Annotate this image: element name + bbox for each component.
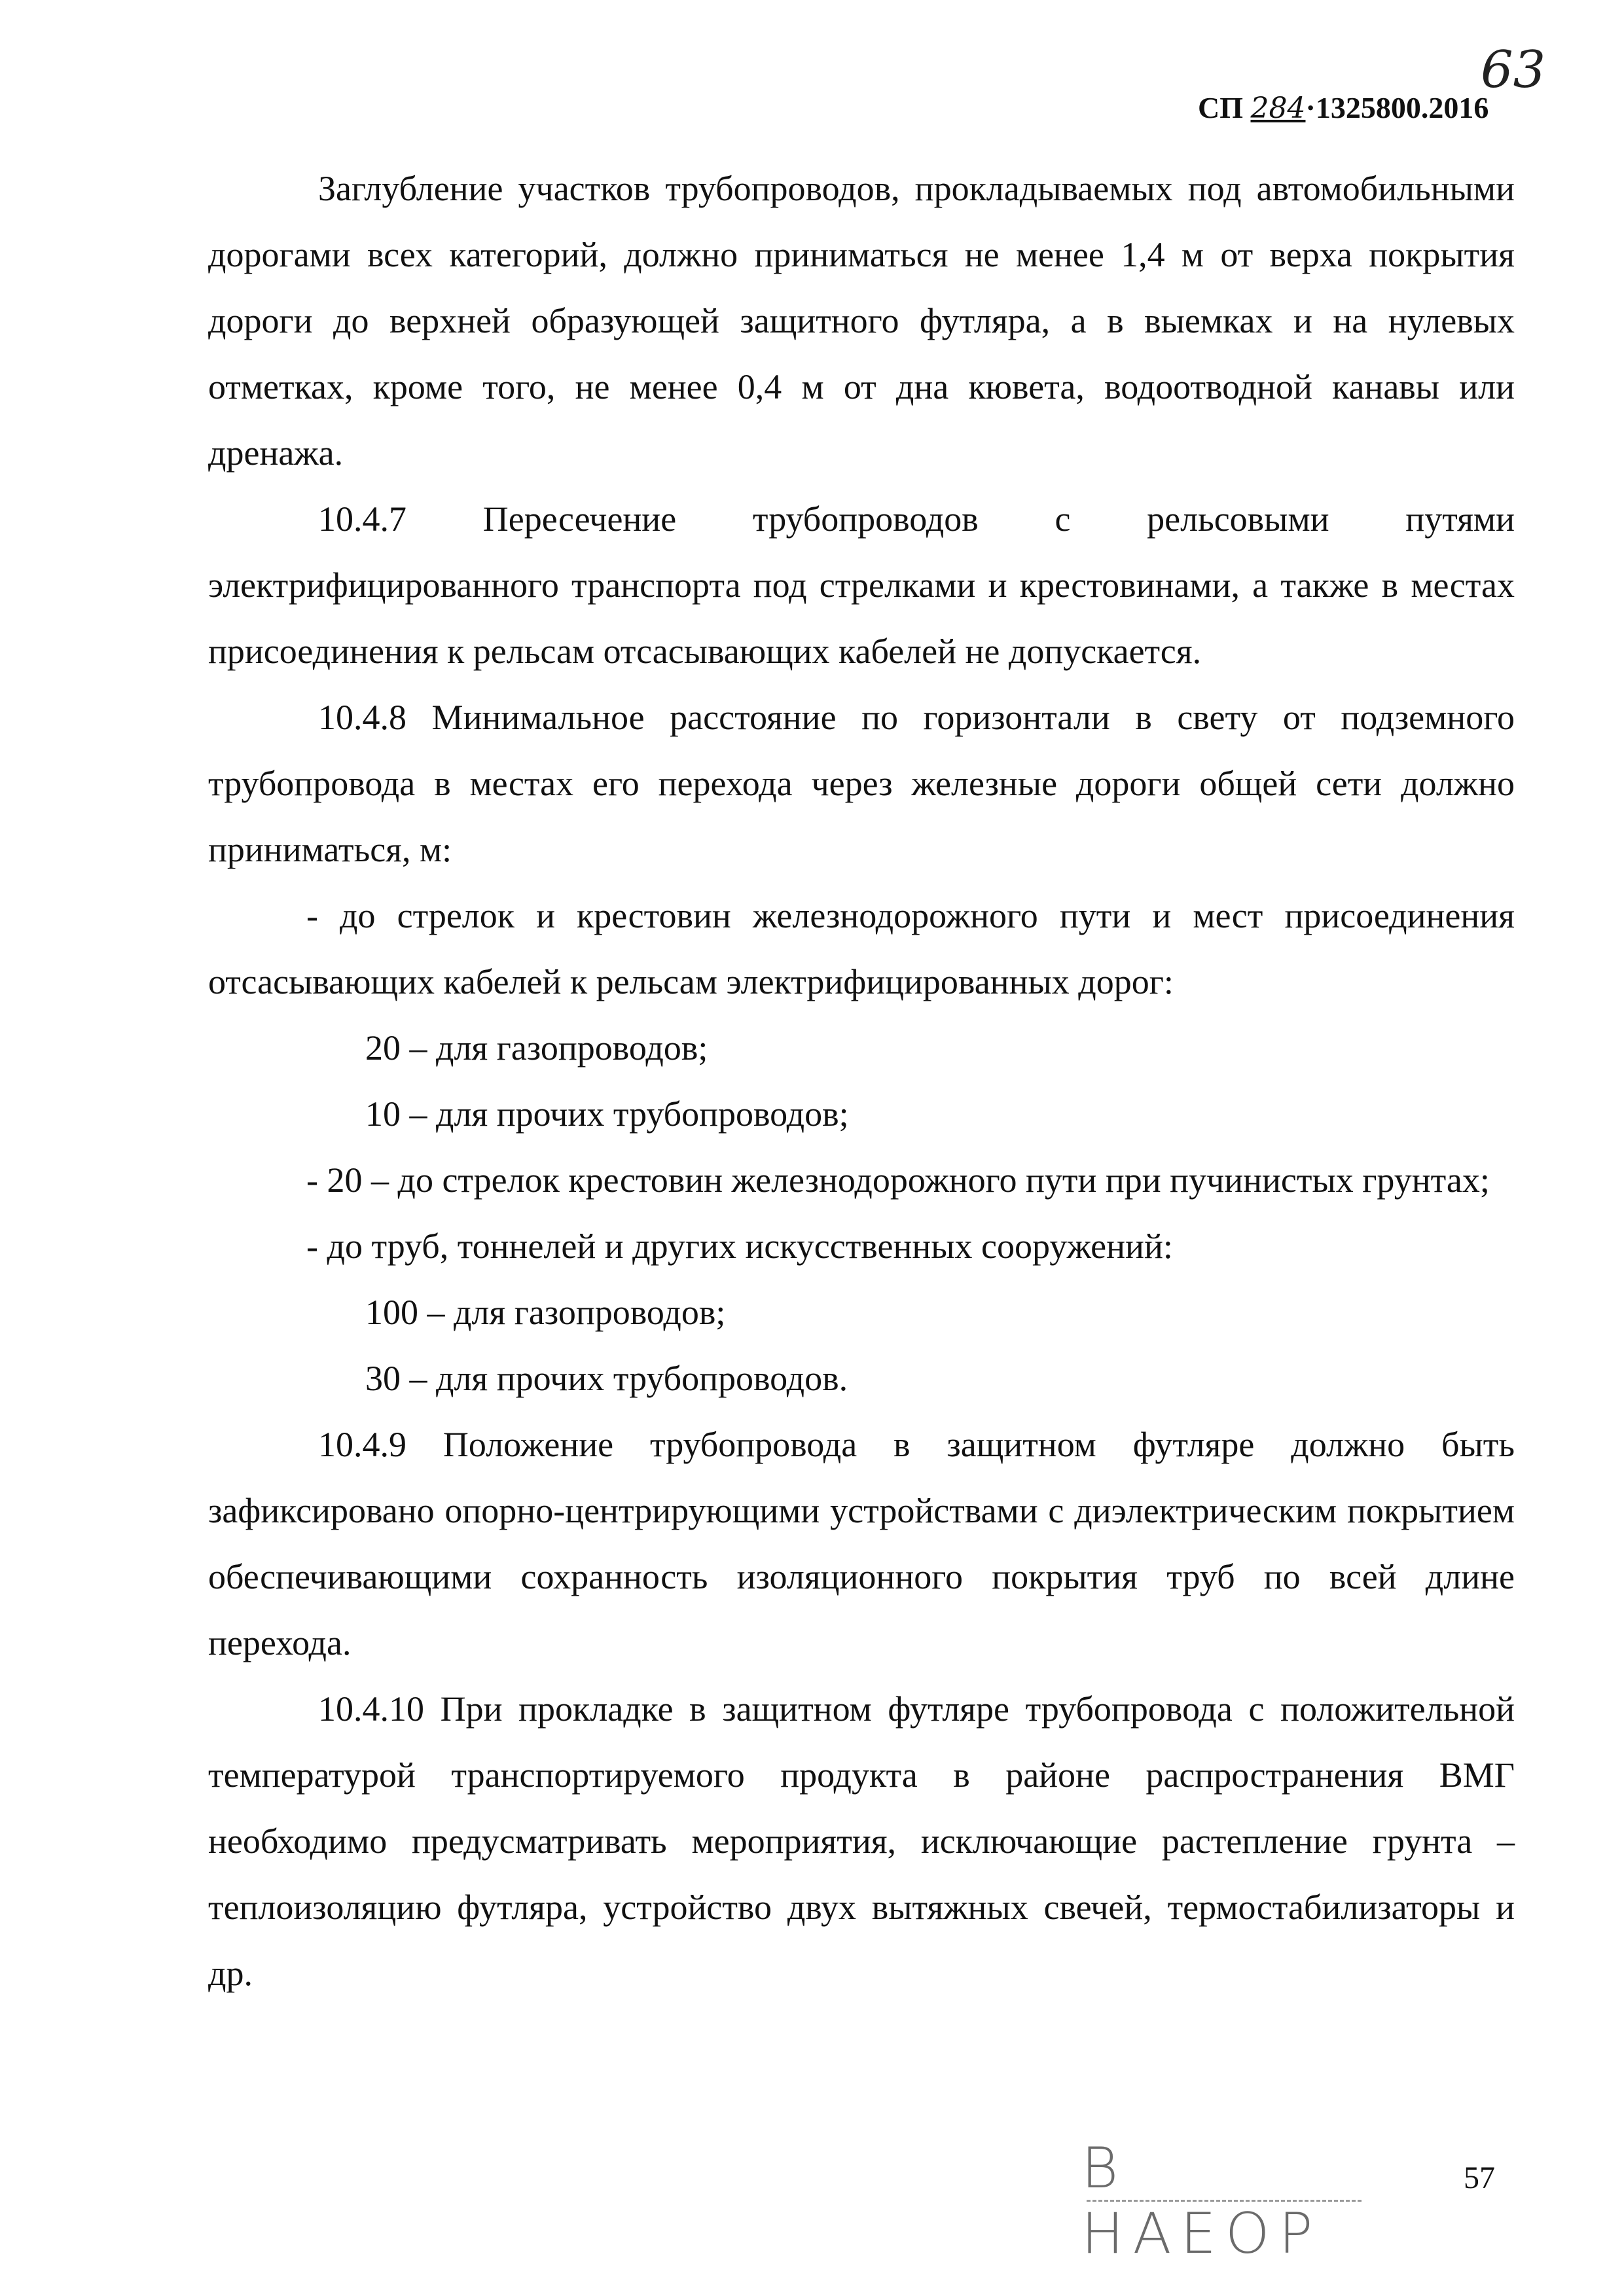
document-body: [208, 156, 1515, 2007]
handwritten-sheet-number: 63: [1481, 41, 1546, 99]
paragraph-10-4-7: 10.4.7 Пересечение трубопроводов с рельсовыми путями электрифицированного транспорта под стрелками и крестовинами, а также в местах присоединения к рельсам отсасывающих кабелей не допускается.: [208, 499, 1515, 671]
paragraph-10-4-8: 10.4.8 Минимальное расстояние по горизонтали в свету от подземного трубопровода в местах его перехода через железные дороги общей сети должно приниматься, м:: [208, 698, 1515, 869]
stamp-underline: [1087, 2200, 1362, 2202]
faded-stamp: [1074, 2130, 1388, 2267]
paragraph-10-4-10: 10.4.10 При прокладке в защитном футляре трубопровода с положительной температурой транспортируемого продукта в районе распространения ВМГ необходимо предусматривать мероприятия, исключающие растепление грунта – теплоизоляцию футляра, устройство двух вытяжных свечей, термостабилизаторы и др.: [208, 1689, 1515, 1993]
stamp-text: В НАЕОР: [1081, 2136, 1322, 2267]
code-suffix: ·1325800.2016: [1305, 91, 1489, 124]
page-number: 57: [1464, 2161, 1495, 2195]
paragraph-10-4-9: 10.4.9 Положение трубопровода в защитном футляре должно быть зафиксировано опорно-центрирующими устройствами с диэлектрическим покрытием обеспечивающими сохранность изоляционного покрытия труб по всей длине перехода.: [208, 1425, 1515, 1662]
paragraph-depth: Заглубление участков трубопроводов, прокладываемых под автомобильными дорогами всех категорий, должно приниматься не менее 1,4 м от верха покрытия дороги до верхней образующей защитного футляра, а в выемках и на нулевых отметках, кроме того, не менее 0,4 м от дна кювета, водоотводной канавы или дренажа.: [208, 169, 1515, 473]
list-item-heaving-soils: - 20 – до стрелок крестовин железнодорожного пути при пучинистых грунтах;: [306, 1160, 1490, 1200]
list-subitem-gas-20: 20 – для газопроводов;: [365, 1028, 708, 1067]
list-subitem-other-30: 30 – для прочих трубопроводов.: [365, 1359, 848, 1398]
document-code: [1198, 90, 1489, 125]
list-subitem-other-10: 10 – для прочих трубопроводов;: [365, 1094, 849, 1134]
list-item-structures: - до труб, тоннелей и других искусственных сооружений:: [306, 1227, 1173, 1266]
list-item-switches: - до стрелок и крестовин железнодорожного пути и мест присоединения отсасывающих кабелей к рельсам электрифицированных дорог:: [208, 896, 1515, 1001]
code-handwritten: 284: [1250, 92, 1306, 125]
list-subitem-gas-100: 100 – для газопроводов;: [365, 1293, 726, 1332]
code-prefix: СП: [1198, 91, 1243, 124]
